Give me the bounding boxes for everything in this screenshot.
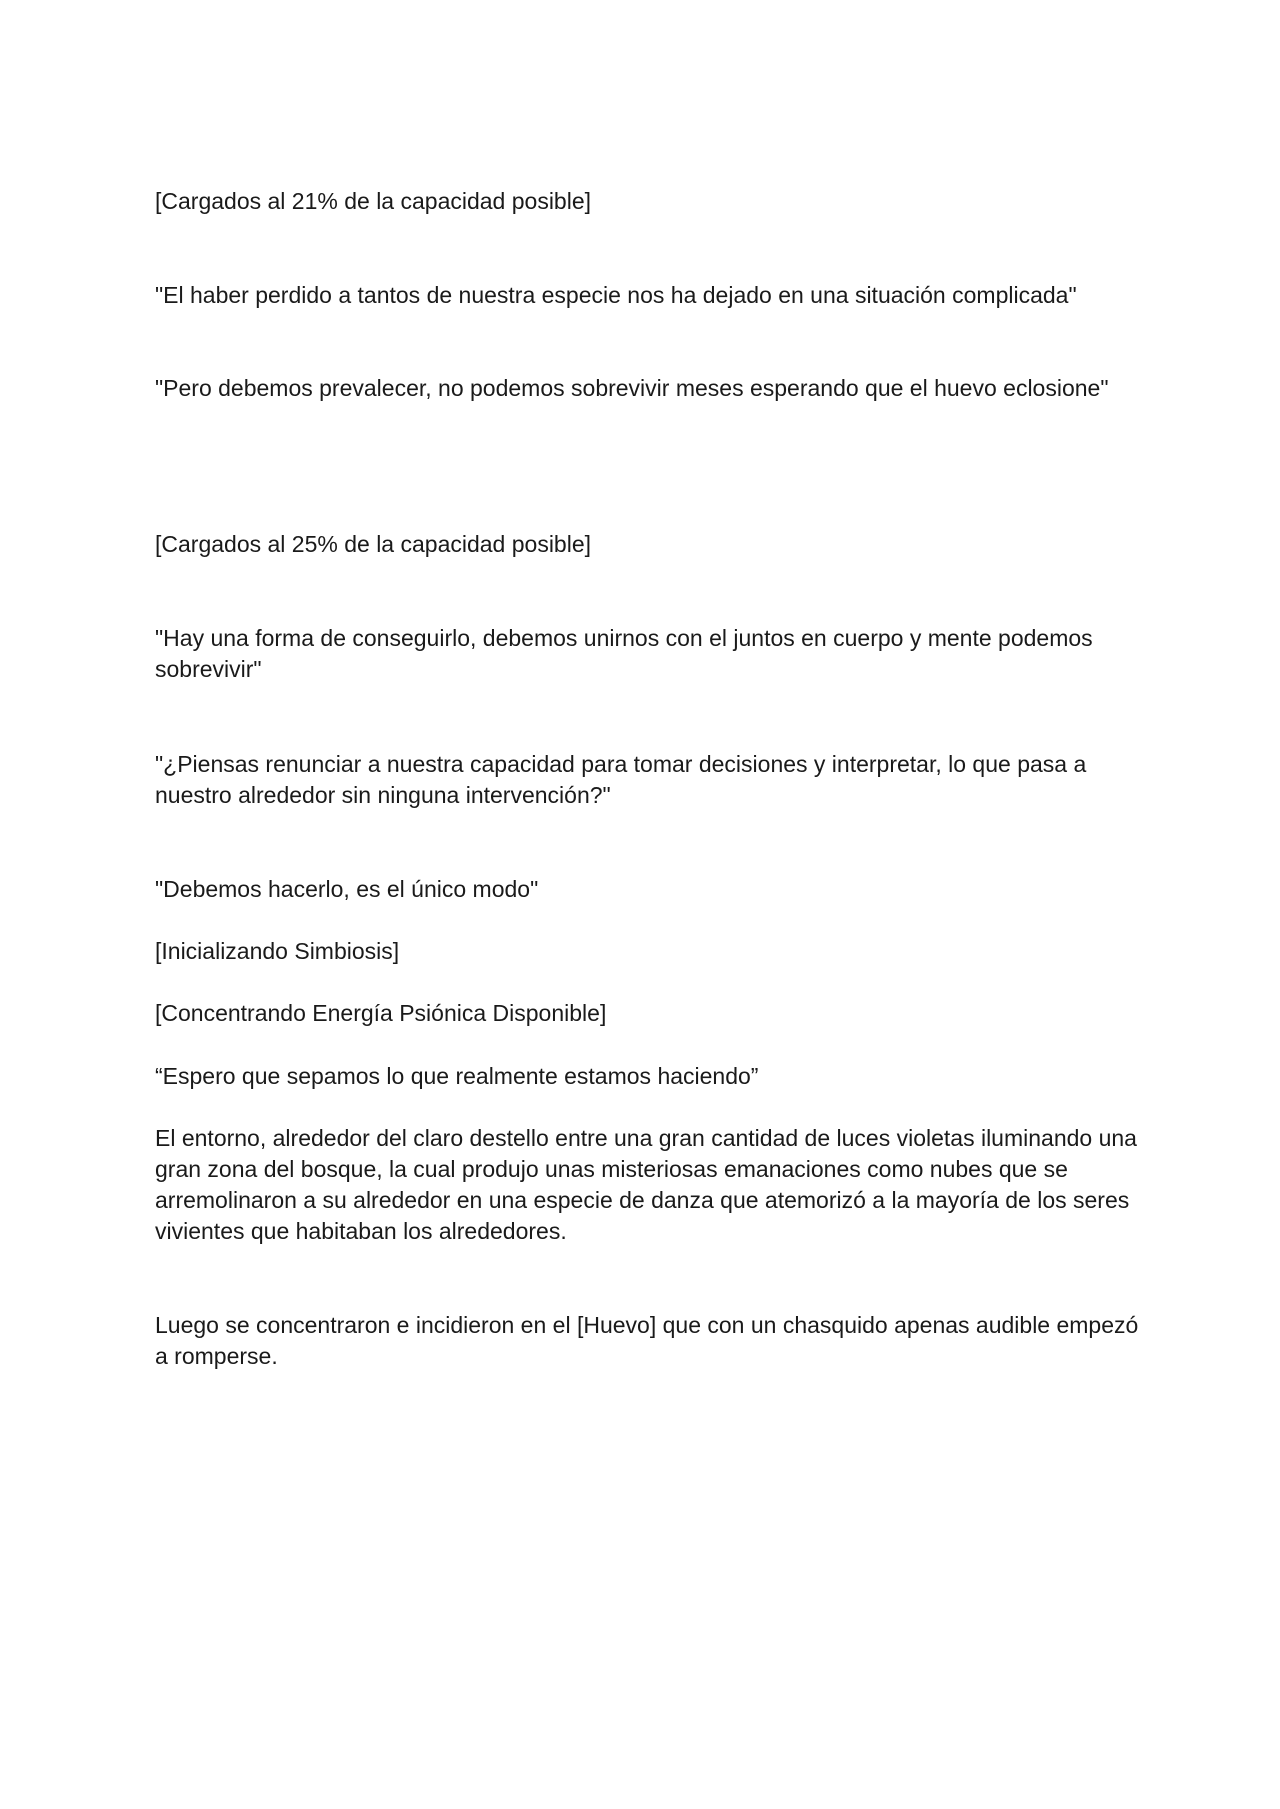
paragraph-status-symbiosis: [Inicializando Simbiosis]	[155, 938, 400, 964]
paragraph-narration-2: Luego se concentraron e incidieron en el [Huevo] que con un chasquido apenas audible empezó a romperse.	[155, 1312, 1139, 1369]
paragraph-dialogue-1: "El haber perdido a tantos de nuestra especie nos ha dejado en una situación complicada"	[155, 282, 1077, 308]
paragraph-narration-1: El entorno, alrededor del claro destello entre una gran cantidad de luces violetas iluminando una gran zona del bosque, la cual produjo unas misteriosas emanaciones como nubes que se arremolinaron a su alrededor en una especie de danza que atemorizó a la mayoría de los seres vivientes que habitaban los alrededores.	[155, 1125, 1137, 1244]
paragraph-status-25: [Cargados al 25% de la capacidad posible]	[155, 531, 592, 557]
paragraph-dialogue-4: "¿Piensas renunciar a nuestra capacidad para tomar decisiones y interpretar, lo que pasa a nuestro alrededor sin ninguna intervención?"	[155, 751, 1087, 808]
paragraph-dialogue-2: "Pero debemos prevalecer, no podemos sobrevivir meses esperando que el huevo eclosione"	[155, 375, 1109, 401]
paragraph-status-energy: [Concentrando Energía Psiónica Disponible]	[155, 1000, 607, 1026]
paragraph-dialogue-6: “Espero que sepamos lo que realmente estamos haciendo”	[155, 1063, 759, 1089]
paragraph-dialogue-3: "Hay una forma de conseguirlo, debemos unirnos con el juntos en cuerpo y mente podemos sobrevivir"	[155, 625, 1093, 682]
paragraph-status-21: [Cargados al 21% de la capacidad posible]	[155, 188, 592, 214]
paragraph-dialogue-5: "Debemos hacerlo, es el único modo"	[155, 876, 539, 902]
